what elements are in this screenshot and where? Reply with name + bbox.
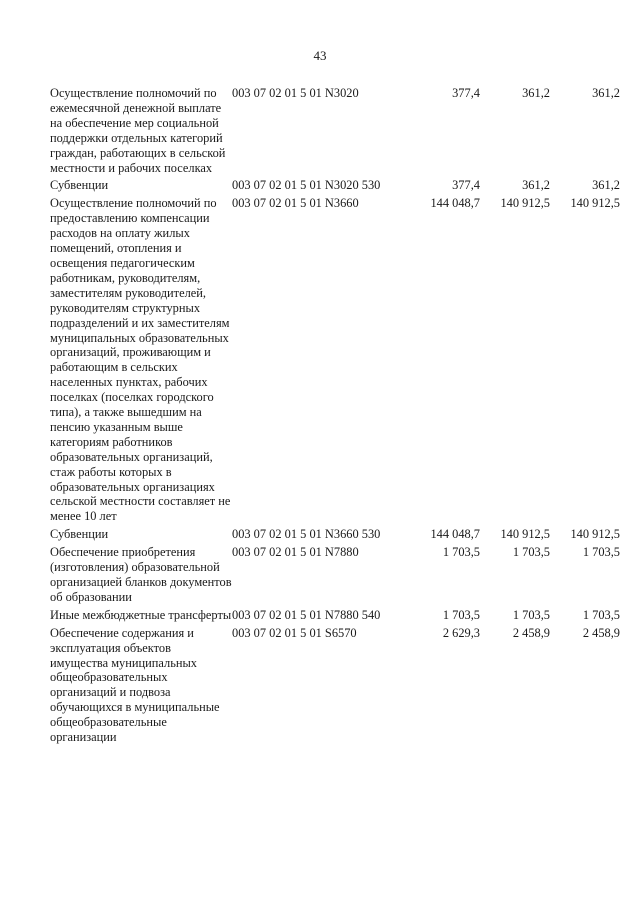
row-value-1: 377,4 (452, 86, 480, 100)
row-name: Субвенции (50, 178, 109, 193)
row-value-1: 144 048,7 (430, 196, 480, 211)
row-value-1: 144 048,7 (430, 527, 480, 542)
row-value-3: 140 912,5 (570, 527, 620, 542)
row-name: Обеспечение содержания и эксплуатация объектов имущества муниципальных общеобразовательных организаций и подвоза обучающихся в муниципальные общеобразовательные организации (50, 625, 220, 745)
row-value-3: 1 703,5 (582, 545, 620, 560)
row-value-2: 140 912,5 (500, 527, 550, 542)
row-value-1: 377,4 (452, 178, 480, 193)
table-row (50, 86, 620, 175)
table-row (50, 605, 620, 623)
row-value-3: 2 458,9 (582, 625, 620, 640)
table-row (50, 623, 620, 745)
row-code: 003 07 02 01 5 01 N3020 (232, 86, 359, 100)
row-name: Иные межбюджетные трансферты (50, 607, 232, 622)
row-name: Обеспечение приобретения (изготовления) образовательной организацией бланков документов об образовании (50, 545, 232, 604)
row-value-1: 2 629,3 (442, 625, 480, 640)
row-value-2: 361,2 (522, 178, 550, 193)
row-value-3: 361,2 (592, 178, 620, 193)
row-value-2: 1 703,5 (512, 607, 550, 622)
page-number: 43 (313, 48, 327, 63)
row-value-2: 361,2 (522, 86, 550, 100)
row-name: Осуществление полномочий по ежемесячной денежной выплате на обеспечение мер социальной поддержки отдельных категорий граждан, работающих в сельской местности и рабочих поселках (50, 86, 226, 175)
row-code: 003 07 02 01 5 01 N7880 (232, 545, 359, 560)
row-code: 003 07 02 01 5 01 S6570 (232, 625, 357, 640)
row-value-3: 1 703,5 (582, 607, 620, 622)
row-name: Субвенции (50, 527, 109, 542)
table-row (50, 542, 620, 605)
table-row (50, 524, 620, 542)
row-value-2: 2 458,9 (512, 625, 550, 640)
row-name: Осуществление полномочий по предоставлению компенсации расходов на оплату жилых помещений, отопления и освещения педагогическим работникам, руководителям, заместителям руководителей, руководителям структурных подразделений и их заместителям муниципальных образовательных организаций, проживающим и работающим в сельских населенных пунктах, рабочих поселках (поселках городского типа), а также вышедшим на пенсию указанным выше категориям работников образовательных организаций, стаж работы которых в образовательных организациях сельской местности составляет не менее 10 лет (50, 196, 231, 524)
row-value-2: 140 912,5 (500, 196, 550, 211)
row-value-3: 361,2 (592, 86, 620, 100)
row-value-1: 1 703,5 (442, 545, 480, 560)
row-value-1: 1 703,5 (442, 607, 480, 622)
row-code: 003 07 02 01 5 01 N3660 530 (232, 527, 381, 542)
budget-table (50, 86, 620, 745)
row-code: 003 07 02 01 5 01 N7880 540 (232, 607, 381, 622)
row-value-3: 140 912,5 (570, 196, 620, 211)
row-code: 003 07 02 01 5 01 N3660 (232, 196, 359, 211)
row-value-2: 1 703,5 (512, 545, 550, 560)
table-row (50, 193, 620, 524)
table-row (50, 175, 620, 193)
row-code: 003 07 02 01 5 01 N3020 530 (232, 178, 381, 193)
